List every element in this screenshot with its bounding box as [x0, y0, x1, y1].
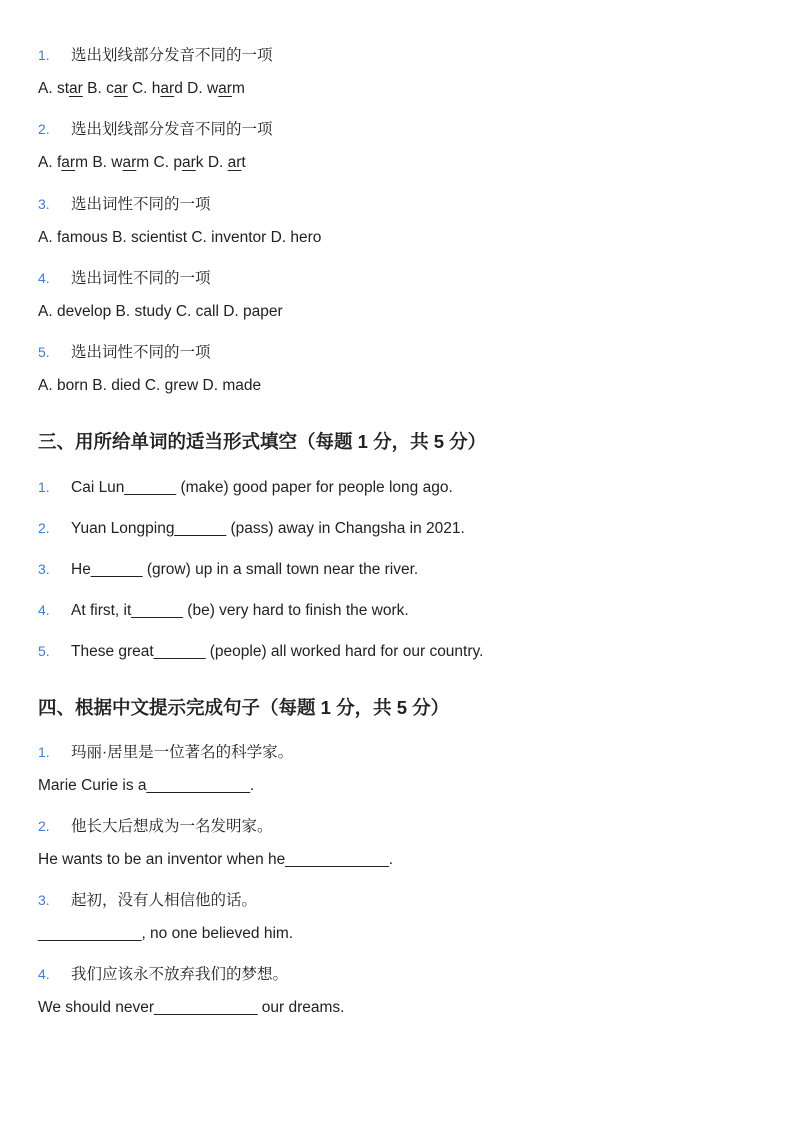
mcq-options-5: A. born B. died C. grew D. made	[38, 377, 262, 394]
underlined-letters: ar	[122, 154, 137, 171]
underlined-letters: ar	[160, 80, 175, 97]
question-text: At first, it______ (be) very hard to finish the work.	[71, 602, 409, 619]
option-word-end: t	[241, 154, 246, 171]
underlined-letters: ar	[113, 80, 128, 97]
fill-blank-item-2	[38, 518, 465, 539]
underlined-letters: ar	[69, 80, 83, 97]
option-word-start: h	[151, 80, 161, 97]
option-label: B.	[92, 154, 107, 171]
option-word-start: w	[206, 80, 219, 97]
option-word-start: c	[106, 80, 114, 97]
english-sentence-3: ____________, no one believed him.	[38, 925, 294, 942]
section-4-heading: 四、根据中文提示完成句子（每题 1 分，共 5 分）	[38, 697, 450, 718]
question-prompt: 选出划线部分发音不同的一项	[71, 121, 273, 138]
option-label: A.	[38, 80, 53, 97]
question-number: 3.	[38, 196, 50, 212]
english-sentence-4: We should never____________ our dreams.	[38, 999, 345, 1016]
mcq-options-3: A. famous B. scientist C. inventor D. hero	[38, 229, 322, 246]
question-prompt: 选出词性不同的一项	[71, 196, 211, 213]
option-label: B.	[87, 80, 102, 97]
mcq-question-1	[38, 45, 273, 66]
mcq-question-2	[38, 119, 273, 140]
option-label: D.	[207, 154, 224, 171]
question-number: 5.	[38, 344, 50, 360]
mcq-question-4	[38, 268, 211, 289]
chinese-prompt: 我们应该永不放弃我们的梦想。	[71, 966, 289, 983]
fill-blank-item-1	[38, 477, 453, 498]
english-sentence-2: He wants to be an inventor when he____________.	[38, 851, 394, 868]
mcq-options-4: A. develop B. study C. call D. paper	[38, 303, 283, 320]
option-word-end: k	[195, 154, 204, 171]
chinese-prompt: 起初，没有人相信他的话。	[71, 892, 258, 909]
question-text: He______ (grow) up in a small town near the river.	[71, 561, 419, 578]
underlined-letters: ar	[61, 154, 76, 171]
chinese-prompt: 他长大后想成为一名发明家。	[71, 818, 273, 835]
option-word-end: d	[174, 80, 183, 97]
fill-blank-item-5	[38, 641, 483, 662]
option-word-end: m	[75, 154, 88, 171]
option-word-start: p	[173, 154, 182, 171]
question-number: 1.	[38, 47, 50, 63]
option-label: D.	[187, 80, 203, 97]
underlined-letters: ar	[227, 154, 242, 171]
translation-item-2	[38, 816, 273, 837]
question-number: 3.	[38, 892, 50, 908]
question-number: 3.	[38, 561, 50, 577]
option-word-start: w	[111, 154, 123, 171]
question-number: 2.	[38, 818, 50, 834]
underlined-letters: ar	[181, 154, 196, 171]
option-word-start: f	[56, 154, 62, 171]
mcq-question-5	[38, 342, 211, 363]
option-label: A.	[38, 154, 53, 171]
option-word-start: st	[56, 80, 70, 97]
question-number: 2.	[38, 520, 50, 536]
mcq-options-1	[38, 79, 245, 99]
fill-blank-item-3	[38, 559, 418, 580]
mcq-question-3	[38, 194, 211, 215]
translation-item-3	[38, 890, 257, 911]
underlined-letters: ar	[218, 80, 232, 97]
question-number: 4.	[38, 602, 50, 618]
question-text: These great______ (people) all worked hard for our country.	[71, 643, 484, 660]
question-text: Yuan Longping______ (pass) away in Changsha in 2021.	[71, 520, 465, 537]
option-label: C.	[131, 80, 148, 97]
option-word-end: m	[136, 154, 150, 171]
option-label: C.	[153, 154, 170, 171]
question-number: 1.	[38, 479, 50, 495]
question-text: Cai Lun______ (make) good paper for people long ago.	[71, 479, 453, 496]
option-word-end: m	[231, 80, 245, 97]
question-number: 1.	[38, 744, 50, 760]
section-3-heading: 三、用所给单词的适当形式填空（每题 1 分，共 5 分）	[38, 431, 487, 452]
question-number: 2.	[38, 121, 50, 137]
mcq-options-2	[38, 153, 246, 173]
question-prompt: 选出划线部分发音不同的一项	[71, 47, 273, 64]
question-number: 4.	[38, 270, 50, 286]
question-number: 5.	[38, 643, 50, 659]
fill-blank-item-4	[38, 600, 409, 621]
translation-item-1	[38, 742, 293, 763]
english-sentence-1: Marie Curie is a____________.	[38, 777, 255, 794]
question-prompt: 选出词性不同的一项	[71, 344, 211, 361]
translation-item-4	[38, 964, 288, 985]
question-number: 4.	[38, 966, 50, 982]
question-prompt: 选出词性不同的一项	[71, 270, 211, 287]
chinese-prompt: 玛丽·居里是一位著名的科学家。	[71, 744, 294, 761]
